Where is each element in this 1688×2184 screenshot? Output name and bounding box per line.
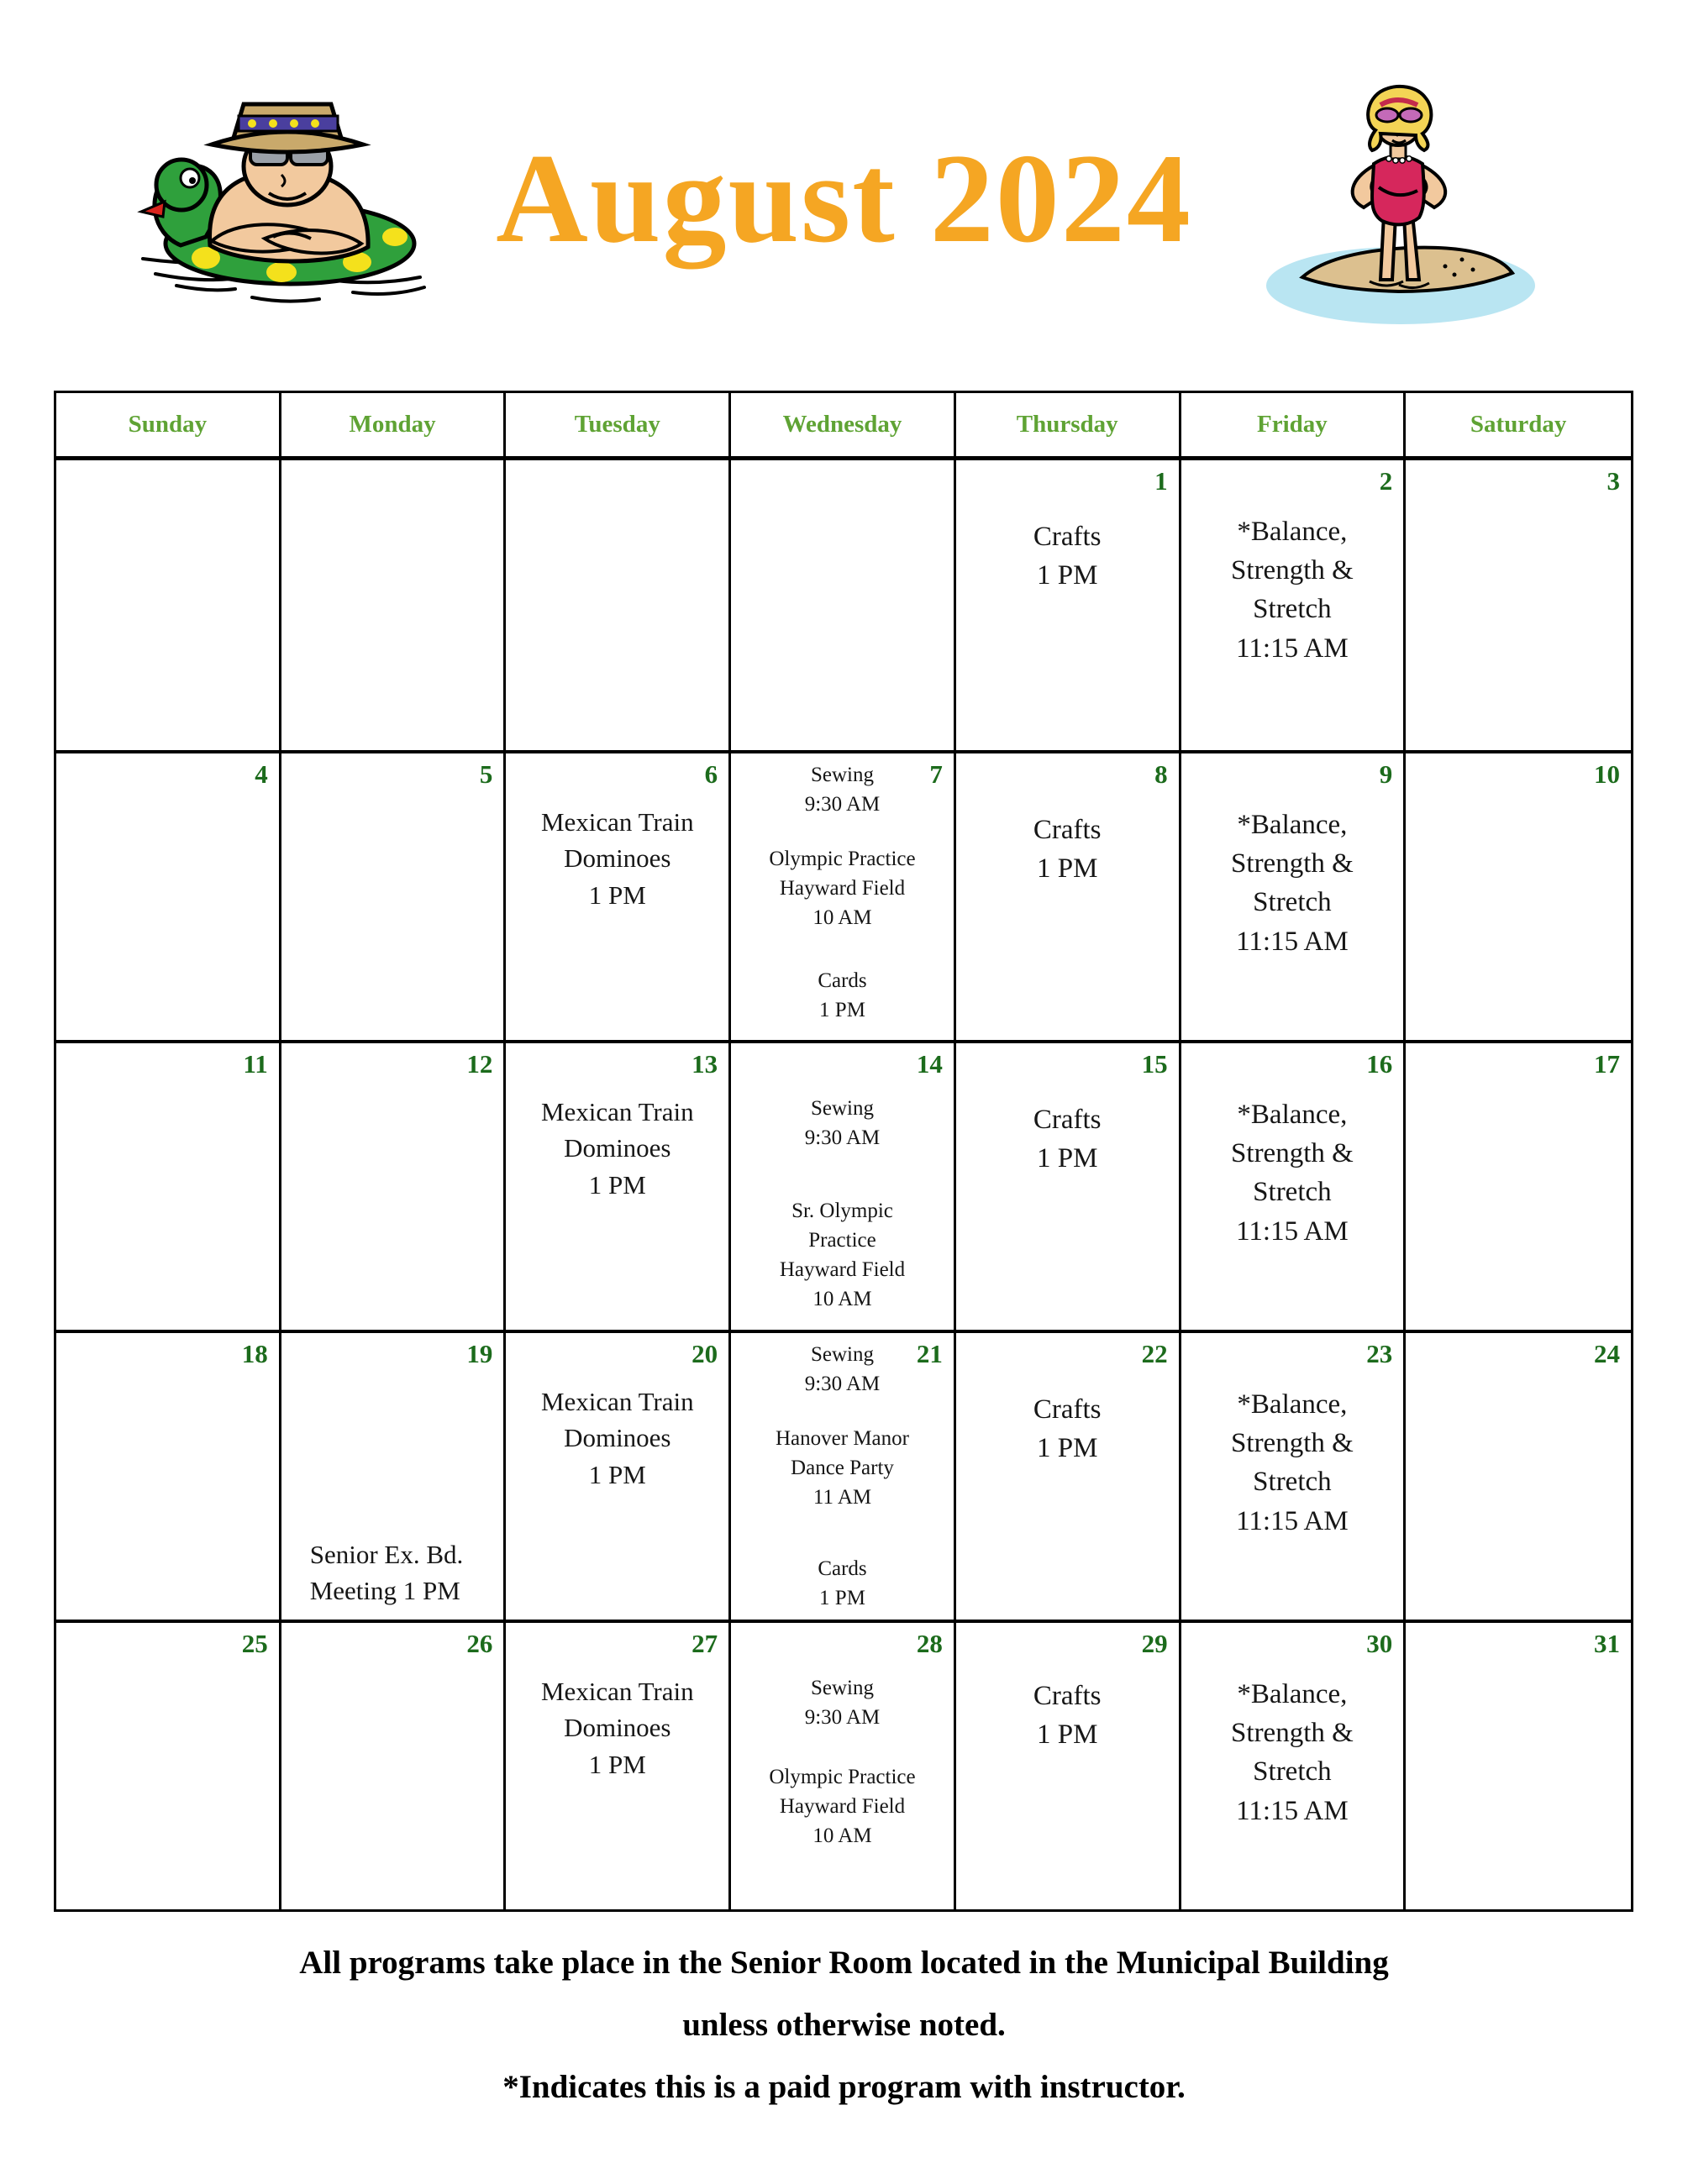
day-cell-26 bbox=[281, 1623, 507, 1909]
event-line: 10 AM bbox=[812, 906, 872, 929]
event-entry bbox=[738, 760, 947, 819]
event-line: Mexican Train bbox=[540, 1387, 694, 1416]
day-events bbox=[731, 753, 954, 1025]
day-cell-20 bbox=[506, 1333, 731, 1620]
day-cell-3 bbox=[1406, 460, 1631, 750]
day-cell-empty bbox=[731, 460, 956, 750]
weekday-header-saturday: Saturday bbox=[1470, 411, 1567, 438]
event-entry bbox=[738, 1424, 947, 1512]
event-line: Sewing bbox=[810, 1677, 874, 1699]
event-entry bbox=[1188, 1385, 1397, 1541]
day-events bbox=[956, 753, 1179, 888]
day-number: 13 bbox=[692, 1049, 718, 1079]
day-cell-22 bbox=[956, 1333, 1181, 1620]
day-cell-empty bbox=[506, 460, 731, 750]
event-line: Stretch bbox=[1253, 1756, 1332, 1788]
day-cell-7 bbox=[731, 753, 956, 1040]
event-line: 1 PM bbox=[1036, 1143, 1098, 1174]
day-events bbox=[1181, 460, 1404, 668]
event-line: 9:30 AM bbox=[804, 1706, 881, 1729]
day-number: 17 bbox=[1594, 1049, 1620, 1079]
event-line: Hayward Field bbox=[779, 1258, 906, 1281]
week-row-2 bbox=[56, 750, 1631, 1040]
week-row-4 bbox=[56, 1330, 1631, 1620]
event-line: Olympic Practice bbox=[769, 848, 916, 870]
event-entry bbox=[513, 804, 722, 913]
day-number: 29 bbox=[1141, 1629, 1168, 1658]
day-cell-8 bbox=[956, 753, 1181, 1040]
day-events bbox=[1181, 753, 1404, 961]
event-line: Crafts bbox=[1033, 522, 1102, 552]
day-events bbox=[506, 460, 728, 504]
day-number: 7 bbox=[929, 759, 943, 789]
day-cell-12 bbox=[281, 1043, 507, 1330]
day-cell-28 bbox=[731, 1623, 956, 1909]
event-entry bbox=[738, 1196, 947, 1314]
calendar-header bbox=[0, 0, 1688, 386]
woman-in-red-swimsuit-clipart bbox=[1256, 80, 1550, 332]
event-line: Hayward Field bbox=[779, 1795, 906, 1818]
day-cell-1 bbox=[956, 460, 1181, 750]
event-line: 11:15 AM bbox=[1236, 1215, 1349, 1247]
day-events bbox=[1406, 460, 1631, 504]
event-line: 9:30 AM bbox=[804, 1373, 881, 1395]
event-entry bbox=[1188, 512, 1397, 668]
day-number: 30 bbox=[1366, 1629, 1393, 1658]
day-cell-empty bbox=[56, 460, 281, 750]
day-number: 25 bbox=[241, 1629, 268, 1658]
day-number: 21 bbox=[916, 1339, 943, 1368]
day-events bbox=[956, 460, 1179, 595]
event-line: Strength & bbox=[1231, 555, 1354, 586]
day-number: 28 bbox=[916, 1629, 943, 1658]
day-number: 15 bbox=[1141, 1049, 1168, 1079]
day-number: 31 bbox=[1594, 1629, 1620, 1658]
event-line: Crafts bbox=[1033, 1105, 1102, 1135]
day-cell-25 bbox=[56, 1623, 281, 1909]
event-line: Dominoes bbox=[564, 843, 671, 874]
event-line: Dance Party bbox=[791, 1457, 894, 1479]
event-line: Sewing bbox=[810, 764, 874, 786]
day-cell-10 bbox=[1406, 753, 1631, 1040]
day-cell-19 bbox=[281, 1333, 507, 1620]
day-events bbox=[506, 753, 728, 913]
day-cell-29 bbox=[956, 1623, 1181, 1909]
event-line: 11 AM bbox=[812, 1486, 872, 1509]
event-entry bbox=[738, 844, 947, 932]
event-line: 1 PM bbox=[1036, 1719, 1098, 1751]
event-line: Mexican Train bbox=[540, 1097, 694, 1126]
event-line: Hayward Field bbox=[779, 877, 906, 900]
day-number: 3 bbox=[1606, 466, 1620, 496]
day-cell-13 bbox=[506, 1043, 731, 1330]
event-line: 11:15 AM bbox=[1236, 926, 1349, 957]
day-cell-21 bbox=[731, 1333, 956, 1620]
day-number: 22 bbox=[1141, 1339, 1168, 1368]
event-entry bbox=[963, 1390, 1172, 1467]
event-line: Strength & bbox=[1231, 848, 1354, 879]
weeks-container bbox=[56, 460, 1631, 1909]
day-number: 20 bbox=[692, 1339, 718, 1368]
event-line: Cards bbox=[818, 1557, 867, 1580]
event-entry bbox=[513, 1094, 722, 1203]
week-row-3 bbox=[56, 1040, 1631, 1330]
event-line: *Balance, bbox=[1237, 1389, 1348, 1420]
day-cell-9 bbox=[1181, 753, 1407, 1040]
day-number: 5 bbox=[479, 759, 493, 789]
weekday-header-row bbox=[56, 393, 1631, 460]
day-cell-27 bbox=[506, 1623, 731, 1909]
day-number: 26 bbox=[466, 1629, 493, 1658]
event-line: Olympic Practice bbox=[769, 1766, 916, 1788]
day-events bbox=[56, 753, 279, 797]
event-line: Dominoes bbox=[564, 1133, 671, 1163]
day-events bbox=[281, 460, 504, 504]
event-line: 1 PM bbox=[1036, 560, 1098, 591]
day-cell-16 bbox=[1181, 1043, 1407, 1330]
day-number: 23 bbox=[1366, 1339, 1393, 1368]
event-line: *Balance, bbox=[1237, 1100, 1348, 1130]
event-line: Meeting 1 PM bbox=[309, 1576, 460, 1606]
event-line: Practice bbox=[808, 1229, 876, 1252]
day-number: 18 bbox=[241, 1339, 268, 1368]
event-line: Strength & bbox=[1231, 1718, 1354, 1749]
event-line: 9:30 AM bbox=[804, 793, 881, 816]
weekday-header-sunday: Sunday bbox=[56, 393, 281, 456]
event-line: Sewing bbox=[810, 1343, 874, 1366]
day-events bbox=[281, 1333, 504, 1609]
footer-line-2: unless otherwise noted. bbox=[682, 2007, 1006, 2043]
day-number: 4 bbox=[255, 759, 268, 789]
day-number: 6 bbox=[704, 759, 718, 789]
day-events bbox=[731, 460, 954, 504]
event-line: Senior Ex. Bd. bbox=[309, 1540, 464, 1569]
day-number: 8 bbox=[1154, 759, 1168, 789]
event-line: Crafts bbox=[1033, 815, 1102, 845]
day-number: 1 bbox=[1154, 466, 1168, 496]
event-line: Stretch bbox=[1253, 594, 1332, 625]
event-line: 1 PM bbox=[588, 1459, 646, 1489]
event-line: Strength & bbox=[1231, 1428, 1354, 1459]
event-line: 11:15 AM bbox=[1236, 633, 1349, 664]
weekday-header-friday: Friday bbox=[1181, 393, 1407, 456]
day-number: 2 bbox=[1379, 466, 1393, 496]
event-line: Crafts bbox=[1033, 1681, 1102, 1711]
calendar-table bbox=[54, 391, 1633, 1912]
day-cell-17 bbox=[1406, 1043, 1631, 1330]
day-cell-11 bbox=[56, 1043, 281, 1330]
event-entry bbox=[1188, 1675, 1397, 1830]
day-cell-18 bbox=[56, 1333, 281, 1620]
day-number: 10 bbox=[1594, 759, 1620, 789]
event-line: 9:30 AM bbox=[804, 1126, 881, 1149]
day-number: 11 bbox=[243, 1049, 268, 1079]
day-number: 24 bbox=[1594, 1339, 1620, 1368]
event-entry bbox=[1188, 1095, 1397, 1251]
event-line: Crafts bbox=[1033, 1394, 1102, 1425]
day-cell-30 bbox=[1181, 1623, 1407, 1909]
event-line: 1 PM bbox=[588, 879, 646, 910]
event-entry bbox=[738, 1673, 947, 1732]
event-entry bbox=[513, 1383, 722, 1493]
event-line: *Balance, bbox=[1237, 517, 1348, 547]
event-entry bbox=[738, 1340, 947, 1399]
event-line: Dominoes bbox=[564, 1713, 671, 1743]
day-number: 9 bbox=[1379, 759, 1393, 789]
event-line: Sewing bbox=[810, 1097, 874, 1120]
event-line: *Balance, bbox=[1237, 1679, 1348, 1709]
event-entry bbox=[963, 517, 1172, 595]
event-line: 1 PM bbox=[588, 1169, 646, 1200]
day-cell-14 bbox=[731, 1043, 956, 1330]
day-number: 27 bbox=[692, 1629, 718, 1658]
event-line: 1 PM bbox=[1036, 853, 1098, 885]
event-entry bbox=[738, 1762, 947, 1851]
weekday-header-monday: Monday bbox=[281, 393, 507, 456]
event-line: Cards bbox=[818, 969, 867, 992]
day-cell-23 bbox=[1181, 1333, 1407, 1620]
event-line: 1 PM bbox=[588, 1749, 646, 1779]
day-cell-15 bbox=[956, 1043, 1181, 1330]
event-line: 1 PM bbox=[819, 1587, 865, 1609]
day-cell-6 bbox=[506, 753, 731, 1040]
day-cell-empty bbox=[281, 460, 507, 750]
day-cell-5 bbox=[281, 753, 507, 1040]
day-number: 16 bbox=[1366, 1049, 1393, 1079]
event-line: 11:15 AM bbox=[1236, 1505, 1349, 1536]
event-entry bbox=[738, 1554, 947, 1613]
event-line: Mexican Train bbox=[540, 1677, 694, 1706]
event-line: 11:15 AM bbox=[1236, 1795, 1349, 1826]
event-entry bbox=[963, 1100, 1172, 1178]
weekday-header-tuesday: Tuesday bbox=[506, 393, 731, 456]
day-events bbox=[731, 1043, 954, 1314]
day-events bbox=[731, 1333, 954, 1613]
event-entry bbox=[963, 811, 1172, 888]
event-line: Sr. Olympic bbox=[791, 1200, 893, 1222]
event-line: Stretch bbox=[1253, 887, 1332, 918]
day-number: 14 bbox=[916, 1049, 943, 1079]
footer-note bbox=[0, 1932, 1688, 2118]
event-line: Dominoes bbox=[564, 1423, 671, 1453]
week-row-5 bbox=[56, 1620, 1631, 1909]
event-line: 10 AM bbox=[812, 1288, 872, 1310]
page-title: August 2024 bbox=[496, 128, 1192, 269]
weekday-header-wednesday: Wednesday bbox=[731, 393, 956, 456]
day-cell-31 bbox=[1406, 1623, 1631, 1909]
event-line: Mexican Train bbox=[540, 807, 694, 837]
week-row-1 bbox=[56, 460, 1631, 750]
weekday-header-thursday: Thursday bbox=[956, 393, 1181, 456]
event-entry bbox=[1188, 806, 1397, 961]
event-line: Stretch bbox=[1253, 1467, 1332, 1498]
footer-line-1: All programs take place in the Senior Room located in the Municipal Building bbox=[299, 1945, 1389, 1981]
day-cell-4 bbox=[56, 753, 281, 1040]
event-line: Strength & bbox=[1231, 1138, 1354, 1169]
event-entry bbox=[738, 1094, 947, 1152]
day-events bbox=[56, 460, 279, 504]
event-line: Stretch bbox=[1253, 1177, 1332, 1208]
event-line: 10 AM bbox=[812, 1824, 872, 1847]
day-cell-24 bbox=[1406, 1333, 1631, 1620]
day-events bbox=[281, 753, 504, 797]
event-entry bbox=[738, 966, 947, 1025]
day-number: 19 bbox=[466, 1339, 493, 1368]
event-line: 1 PM bbox=[819, 999, 865, 1021]
event-line: *Balance, bbox=[1237, 810, 1348, 840]
event-entry bbox=[513, 1673, 722, 1782]
event-line: Hanover Manor bbox=[776, 1427, 909, 1450]
event-entry bbox=[963, 1677, 1172, 1754]
event-line: 1 PM bbox=[1036, 1433, 1098, 1464]
day-number: 12 bbox=[466, 1049, 493, 1079]
event-entry bbox=[288, 1536, 497, 1609]
footer-line-3: *Indicates this is a paid program with instructor. bbox=[502, 2069, 1186, 2105]
day-cell-2 bbox=[1181, 460, 1407, 750]
